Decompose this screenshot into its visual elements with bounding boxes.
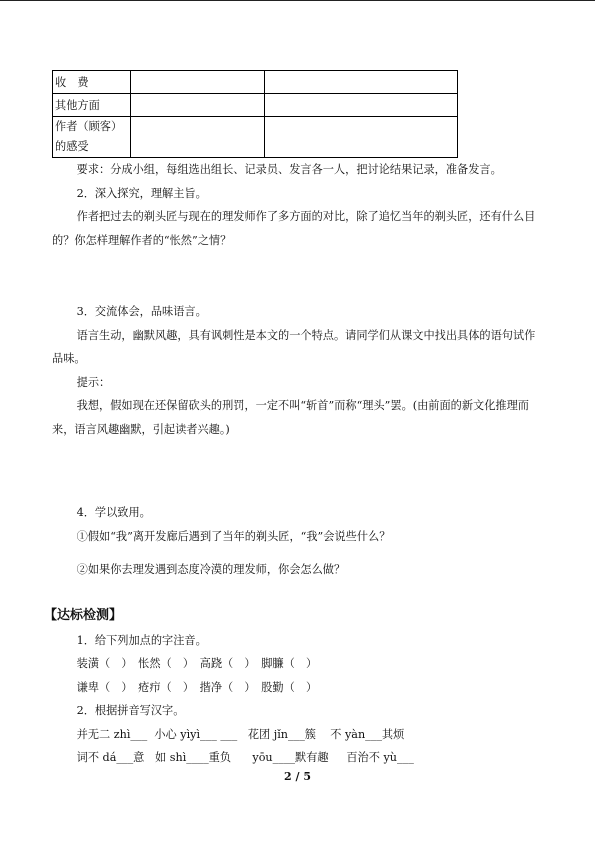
- table-row: [53, 71, 458, 94]
- section-4-title: 4．学以致用。: [76, 506, 151, 519]
- comparison-table: [52, 70, 458, 158]
- test-question-2-title: 2．根据拼音写汉字。: [76, 704, 185, 717]
- blank-cell: [131, 71, 265, 94]
- row-label: 其他方面: [53, 94, 131, 117]
- table-row: [53, 94, 458, 117]
- top-rule: [0, 0, 595, 1]
- pinyin-row: 谦卑（ ） 疮疖（ ） 揩净（ ） 股勤（ ）: [76, 680, 318, 694]
- test-heading: 【达标检测】: [44, 607, 123, 623]
- blank-cell: [265, 71, 458, 94]
- table-row: [53, 117, 458, 158]
- section-3-title: 3．交流体会，品味语言。: [76, 305, 207, 318]
- requirement-text: 要求：分成小组，每组选出组长、记录员、发言各一人，把讨论结果记录，准备发言。: [76, 163, 502, 176]
- blank-cell: [131, 94, 265, 117]
- page-number: 2 / 5: [284, 770, 311, 783]
- pinyin-row: 装潢（ ） 怅然（ ） 高跷（ ） 脚臁（ ）: [76, 657, 318, 670]
- hint-label: 提示：: [76, 375, 111, 389]
- row-label: [53, 117, 131, 158]
- hanzi-row: 词不 dá___意 如 shì____重负 yōu____默有趣 百治不 yù___: [76, 751, 414, 764]
- test-question-1-title: 1．给下列加点的字注音。: [76, 633, 207, 647]
- hanzi-row: 并无二 zhì___ 小心 yìyì___ ___ 花团 jǐn___簇 不 yàn___其烦: [76, 727, 405, 741]
- row-label-line: 作者（顾客）: [55, 120, 123, 133]
- section-3-body: 语言生动，幽默风趣，具有讽刺性是本文的一个特点。请同学们从课文中找出具体的语句试作品味。: [52, 328, 536, 365]
- section-4-question-2: ②如果你去理发遇到态度冷漠的理发师，你会怎么做？: [76, 563, 346, 576]
- blank-cell: [265, 94, 458, 117]
- row-label: 收 费: [53, 71, 131, 94]
- blank-cell: [131, 117, 265, 158]
- section-2-title: 2．深入探究，理解主旨。: [76, 186, 207, 200]
- document-body: [44, 70, 542, 770]
- section-4-question-1: ①假如“我”离开发廊后遇到了当年的剃头匠，“我”会说些什么？: [76, 529, 391, 543]
- row-label-line: 的感受: [55, 140, 89, 153]
- hint-body: 我想，假如现在还保留砍头的刑罚，一定不叫“斩首”而称“理头”罢。(由前面的新文化推理而来，语言风趣幽默，引起读者兴趣。): [52, 399, 529, 436]
- blank-cell: [265, 117, 458, 158]
- section-2-body: 作者把过去的剃头匠与现在的理发师作了多方面的对比，除了追忆当年的剃头匠，还有什么目的？你怎样理解作者的“怅然”之情？: [52, 210, 536, 247]
